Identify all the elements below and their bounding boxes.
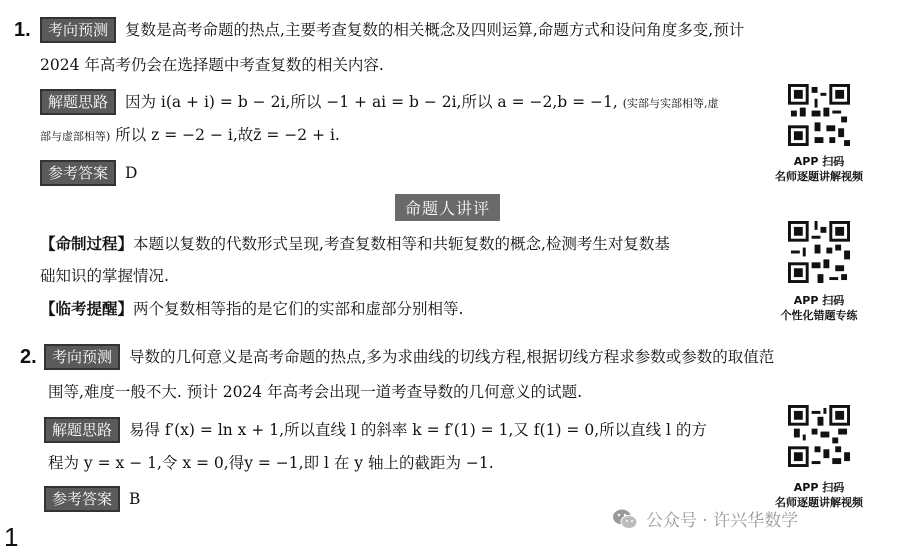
q1-process-line1: [40, 233, 670, 255]
q2-answer-value: B: [128, 490, 141, 508]
q1-answer-line: [40, 160, 137, 186]
qr-code-1[interactable]: [788, 84, 850, 150]
q1-predict-line2: 2024 年高考仍会在选择题中考查复数的相关内容.: [40, 56, 384, 74]
tag-solution: 解题思路: [44, 417, 120, 443]
tag-solution: 解题思路: [40, 89, 116, 115]
q1-answer-value: D: [124, 164, 138, 182]
q1-process-line2: 础知识的掌握情况.: [40, 267, 169, 285]
watermark: [612, 506, 798, 531]
q1-solution-text2: 所以 z = −2 − i,故z̄ = −2 + i.: [115, 126, 340, 144]
q1-solution-line2: [40, 124, 340, 148]
q1-solution-note1: (实部与实部相等,虚: [622, 97, 719, 110]
tag-predict: 考向预测: [44, 344, 120, 370]
qr1-caption-line2: 名师逐题讲解视频: [775, 170, 863, 183]
tip-label: 【临考提醒】: [40, 299, 134, 318]
q1-predict-line1: [40, 17, 744, 43]
process-label: 【命制过程】: [40, 234, 134, 253]
qr2-caption: [759, 293, 879, 323]
qr1-caption: [759, 154, 879, 184]
qr1-caption-line1: APP 扫码: [793, 155, 845, 168]
q2-solution-line1: [44, 417, 707, 443]
wechat-icon: [612, 508, 638, 530]
q2-solution-line2: 程为 y = x − 1,令 x = 0,得y = −1,即 l 在 y 轴上的截距为 −1.: [48, 454, 494, 472]
qr3-caption-line2: 名师逐题讲解视频: [775, 496, 863, 509]
tag-answer: 参考答案: [44, 486, 120, 512]
q1-solution-text1: 因为 i(a + i) = b − 2i,所以 −1 + ai = b − 2i,所以 a = −2,b = −1,: [124, 93, 618, 111]
question-number-1: 1.: [14, 19, 31, 41]
qr2-caption-line2: 个性化错题专练: [780, 309, 858, 322]
q1-solution-line1: [40, 89, 719, 115]
q1-predict-text1: 复数是高考命题的热点,主要考查复数的相关概念及四则运算,命题方式和设问角度多变,预计: [124, 21, 745, 39]
q1-tip-line: [40, 298, 463, 320]
commentary-banner: 命题人讲评: [395, 194, 500, 221]
q2-answer-line: [44, 486, 140, 512]
watermark-text: 公众号 · 许兴华数学: [646, 511, 799, 531]
qr-code-3[interactable]: [788, 405, 850, 471]
q2-solution-text1: 易得 f′(x) = ln x + 1,所以直线 l 的斜率 k = f′(1) = 1,又 f(1) = 0,所以直线 l 的方: [128, 421, 707, 439]
q2-predict-line2: 围等,难度一般不大. 预计 2024 年高考会出现一道考查导数的几何意义的试题.: [48, 383, 583, 401]
qr-code-icon: [788, 84, 850, 146]
qr-code-2[interactable]: [788, 221, 850, 287]
qr-code-icon: [788, 405, 850, 467]
qr3-caption-line1: APP 扫码: [793, 481, 845, 494]
q2-predict-line1: [44, 344, 774, 370]
tag-answer: 参考答案: [40, 160, 116, 186]
qr2-caption-line1: APP 扫码: [793, 294, 845, 307]
question-number-2: 2.: [20, 346, 37, 368]
tag-predict: 考向预测: [40, 17, 116, 43]
q1-solution-note2: 部与虚部相等): [40, 130, 111, 143]
page-number: 1: [4, 522, 19, 552]
q2-predict-text1: 导数的几何意义是高考命题的热点,多为求曲线的切线方程,根据切线方程求参数或参数的取值范: [128, 348, 775, 366]
tip-text: 两个复数相等指的是它们的实部和虚部分别相等.: [133, 300, 464, 318]
process-text1: 本题以复数的代数形式呈现,考查复数相等和共轭复数的概念,检测考生对复数基: [133, 235, 670, 253]
qr-code-icon: [788, 221, 850, 283]
